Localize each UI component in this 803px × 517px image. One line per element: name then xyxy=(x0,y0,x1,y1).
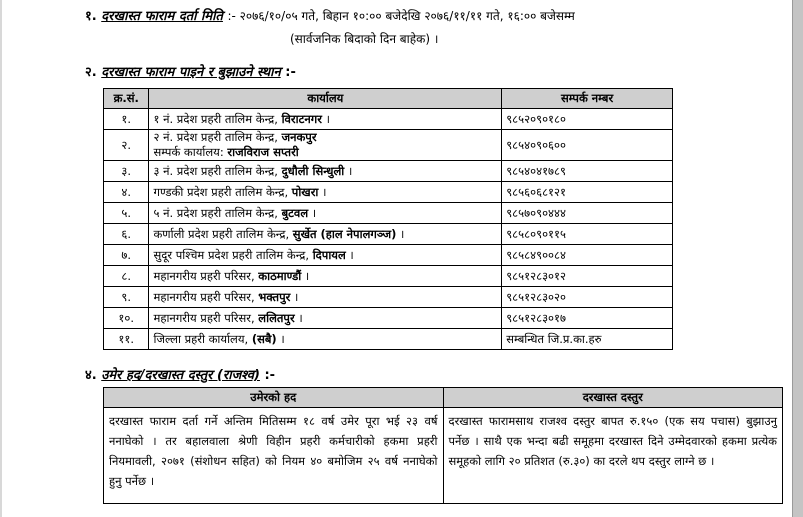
office-contact-table xyxy=(103,88,673,350)
row-contact: ९८५८०९०११५ xyxy=(502,224,673,245)
office-place: (सबै) xyxy=(251,331,277,346)
row-sn: १०. xyxy=(104,308,149,329)
section3-number: ४. xyxy=(85,368,97,383)
row-office xyxy=(149,224,502,245)
row-contact: सम्बन्धित जि.प्र.का.हरु xyxy=(502,329,673,350)
row-sn: ४. xyxy=(104,182,149,203)
row-contact: ९८५६०६८१२१ xyxy=(502,182,673,203)
office-name: महानगरीय प्रहरी परिसर, xyxy=(153,268,255,283)
row-office xyxy=(149,308,502,329)
office-place: सुर्खेत (हाल नेपालगञ्ज) xyxy=(292,226,397,241)
row-end: । xyxy=(280,331,285,346)
row-contact: ९८५४०४१७८९ xyxy=(502,161,673,182)
row-sn: ११. xyxy=(104,329,149,350)
office-name: महानगरीय प्रहरी परिसर, xyxy=(153,289,255,304)
row-office xyxy=(149,329,502,350)
office-name: कर्णाली प्रदेश प्रहरी तालिम केन्द्र, xyxy=(153,226,290,241)
table-header-row xyxy=(104,89,673,109)
row-contact: ९८५१२८३०१७ xyxy=(502,308,673,329)
section3-suffix: :- xyxy=(264,368,276,383)
row-sn: ३. xyxy=(104,161,149,182)
row-sn: ७. xyxy=(104,245,149,266)
age-limit-text: दरखास्त फाराम दर्ता गर्ने अन्तिम मितिसम्म १८ वर्ष उमेर पूरा भई २३ वर्ष ननाघेको । तर बहालवाला श्रेणी विहीन प्रहरी कर्मचारीको हकमा प्रहरी नियमावली, २०७१ (संशोधन सहित) को नियम ४० बमोजिम २५ वर्ष ननाघेको हुनु पर्नेछ । xyxy=(104,408,444,504)
table-row xyxy=(104,182,673,203)
row-sn: २. xyxy=(104,130,149,161)
table-row xyxy=(104,109,673,130)
row-office xyxy=(149,287,502,308)
office-place: बुटवल xyxy=(281,205,309,220)
row-sn: ८. xyxy=(104,266,149,287)
header-fee: दरखास्त दस्तुर xyxy=(443,388,783,408)
table-row xyxy=(104,329,673,350)
row-contact: ९८५१२८३०१२ xyxy=(502,266,673,287)
row-end: । xyxy=(311,205,317,220)
header-office: कार्यालय xyxy=(149,89,502,109)
row-contact: ९८५४०९०६०० xyxy=(502,130,673,161)
row-end: । xyxy=(294,289,299,304)
section2-suffix: :- xyxy=(285,65,296,80)
row-contact: ९८५१२८३०२० xyxy=(502,287,673,308)
row-sn: १. xyxy=(104,109,149,130)
row-end: । xyxy=(347,163,353,178)
table-row xyxy=(104,224,673,245)
row-sn: ६. xyxy=(104,224,149,245)
office-place: पोखरा xyxy=(291,184,319,199)
office-place: ललितपुर xyxy=(258,310,295,325)
table-row xyxy=(104,203,673,224)
header-age-limit: उमेरको हद xyxy=(104,388,444,408)
section1-heading xyxy=(85,6,575,24)
section1-number: १. xyxy=(85,9,97,24)
section1-note: (सार्वजनिक बिदाको दिन बाहेक) । xyxy=(290,32,439,46)
row-office xyxy=(149,161,502,182)
office-place: काठमाण्डौं xyxy=(258,268,302,283)
office-name: महानगरीय प्रहरी परिसर, xyxy=(153,310,255,325)
office-place: भक्तपुर xyxy=(258,289,291,304)
office-name: १ नं. प्रदेश प्रहरी तालिम केन्द्र, xyxy=(153,111,278,126)
window-left-edge xyxy=(0,0,2,517)
table-row xyxy=(104,245,673,266)
office-name: ५ नं. प्रदेश प्रहरी तालिम केन्द्र, xyxy=(153,205,278,220)
row-office xyxy=(149,130,502,161)
row-office xyxy=(149,109,502,130)
table-row xyxy=(104,308,673,329)
fee-text: दरखास्त फारामसाथ राजश्व दस्तुर बापत रु.१५० (एक सय पचास) बुझाउनु पर्नेछ । साथै एक भन्दा बढी समूहमा दरखास्त दिने उम्मेदवारको हकमा प्रत्येक समूहको लागि २० प्रतिशत (रु.३०) का दरले थप दस्तुर लाग्ने छ । xyxy=(443,408,783,504)
row-office xyxy=(149,245,502,266)
row-end: । xyxy=(304,268,310,283)
section2-heading xyxy=(85,62,296,80)
office-place: दुधौली सिन्धुली xyxy=(281,163,345,178)
office-name: जिल्ला प्रहरी कार्यालय, xyxy=(153,331,249,346)
header-sn: क्र.सं. xyxy=(104,89,149,109)
row-end: । xyxy=(298,310,303,325)
row-end: । xyxy=(349,247,354,262)
fee-row xyxy=(104,408,783,504)
row-office xyxy=(149,182,502,203)
section2-title: दरखास्त फाराम पाइने र बुझाउने स्थान xyxy=(101,65,281,80)
vertical-scrollbar[interactable] xyxy=(792,0,803,517)
office-name: २ नं. प्रदेश प्रहरी तालिम केन्द्र, xyxy=(153,130,278,144)
table-row xyxy=(104,130,673,161)
row-contact: ९८५७०९०४४४ xyxy=(502,203,673,224)
row-end: । xyxy=(322,184,327,199)
row-end: । xyxy=(325,111,330,126)
row-contact: ९८५८४९००८४ xyxy=(502,245,673,266)
row-office xyxy=(149,203,502,224)
age-fee-table xyxy=(103,387,783,504)
row-end: । xyxy=(400,226,405,241)
contact-office-label: सम्पर्क कार्यालय: xyxy=(153,145,224,159)
row-office xyxy=(149,266,502,287)
contact-office-place: राजविराज सप्तरी xyxy=(227,145,299,159)
section1-title: दरखास्त फाराम दर्ता मिति xyxy=(101,9,223,24)
row-sn: ५. xyxy=(104,203,149,224)
row-contact: ९८५२०९०१८० xyxy=(502,109,673,130)
office-name: गण्डकी प्रदेश प्रहरी तालिम केन्द्र, xyxy=(153,184,289,199)
office-name: सुदूर पश्चिम प्रदेश प्रहरी तालिम केन्द्र, xyxy=(153,247,310,262)
fee-header-row xyxy=(104,388,783,408)
table-row xyxy=(104,287,673,308)
office-place: जनकपुर xyxy=(281,130,317,144)
office-place: विराटनगर xyxy=(281,111,322,126)
section3-heading xyxy=(85,365,275,383)
section1-text: :- २०७६/१०/०५ गते, बिहान १०:०० बजेदेखि २०७६/११/११ गते, १६:०० बजेसम्म xyxy=(227,9,575,23)
office-name: ३ नं. प्रदेश प्रहरी तालिम केन्द्र, xyxy=(153,163,278,178)
office-place: दिपायल xyxy=(312,247,346,262)
header-contact: सम्पर्क नम्बर xyxy=(502,89,673,109)
section2-number: २. xyxy=(85,65,97,80)
section3-title: उमेर हद/दरखास्त दस्तुर (राजश्व) xyxy=(101,368,260,383)
table-row xyxy=(104,161,673,182)
row-sn: ९. xyxy=(104,287,149,308)
table-row xyxy=(104,266,673,287)
